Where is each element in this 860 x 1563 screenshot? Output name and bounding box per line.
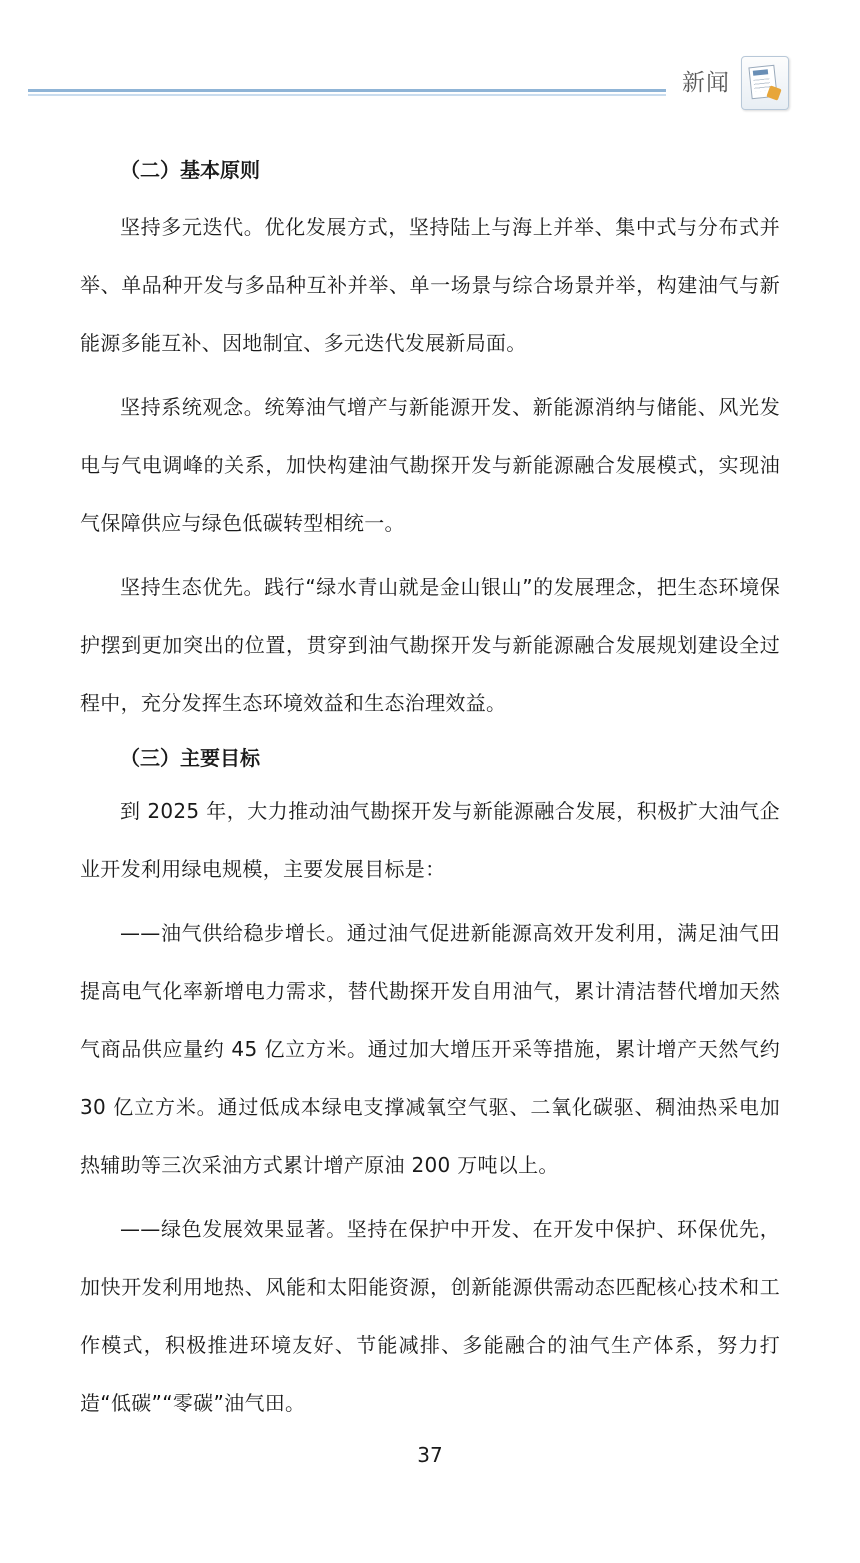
- paragraph: 坚持生态优先。践行“绿水青山就是金山银山”的发展理念，把生态环境保护摆到更加突出的位置，贯穿到油气勘探开发与新能源融合发展规划建设全过程中，充分发挥生态环境效益和生态治理效益。: [80, 575, 780, 715]
- section-heading-goals: （三）主要目标: [120, 746, 260, 770]
- header-rule: [28, 89, 666, 92]
- section-heading-principles: （二）基本原则: [120, 158, 260, 182]
- paragraph: ——油气供给稳步增长。通过油气促进新能源高效开发利用，满足油气田提高电气化率新增电力需求，替代勘探开发自用油气，累计清洁替代增加天然气商品供应量约 45 亿立方米。通过加大增压开采等措施，累计增产天然气约 30 亿立方米。通过低成本绿电支撑减氧空气驱、二氧化碳驱、稠油热采电加热辅助等三次采油方式累计增产原油 200 万吨以上。: [80, 921, 780, 1177]
- paragraph: 坚持多元迭代。优化发展方式，坚持陆上与海上并举、集中式与分布式并举、单品种开发与多品种互补并举、单一场景与综合场景并举，构建油气与新能源多能互补、因地制宜、多元迭代发展新局面。: [80, 215, 780, 355]
- pen-shape: [766, 85, 781, 100]
- paragraph: 坚持系统观念。统筹油气增产与新能源开发、新能源消纳与储能、风光发电与气电调峰的关系，加快构建油气勘探开发与新能源融合发展模式，实现油气保障供应与绿色低碳转型相统一。: [80, 395, 780, 535]
- header-rule-light: [28, 94, 666, 96]
- paragraph: ——绿色发展效果显著。坚持在保护中开发、在开发中保护、环保优先，加快开发利用地热、风能和太阳能资源，创新能源供需动态匹配核心技术和工作模式，积极推进环境友好、节能减排、多能融合的油气生产体系，努力打造“低碳”“零碳”油气田。: [80, 1217, 780, 1415]
- page-number: 37: [417, 1443, 443, 1467]
- document-body: [80, 150, 780, 1438]
- header-section-title: 新闻: [682, 70, 730, 96]
- paragraph: 到 2025 年，大力推动油气勘探开发与新能源融合发展，积极扩大油气企业开发利用绿电规模，主要发展目标是：: [80, 799, 780, 881]
- news-icon: [741, 56, 789, 110]
